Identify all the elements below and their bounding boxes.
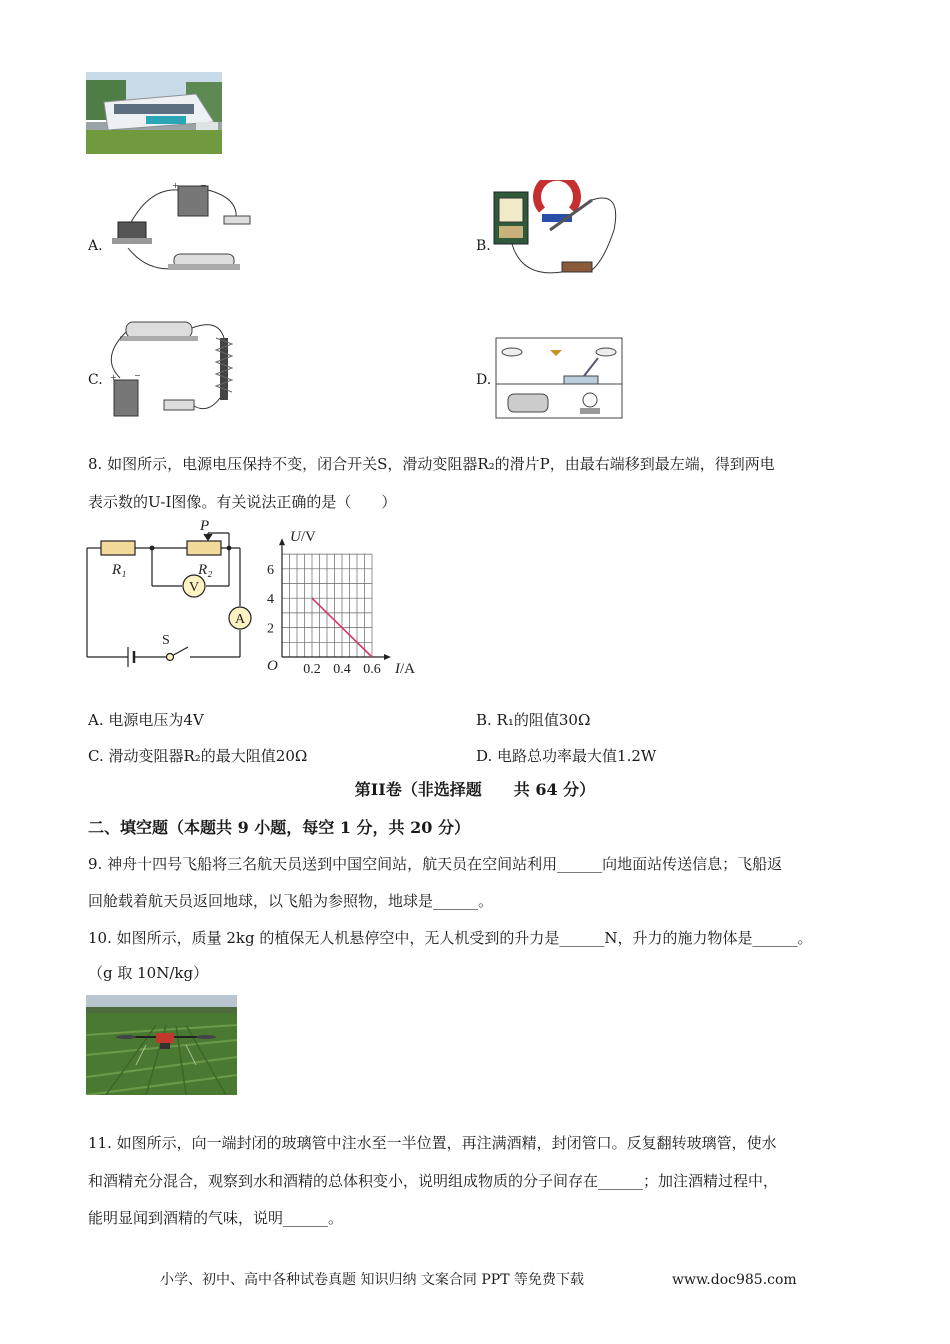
q8-stem-line1: 8. 如图所示，电源电压保持不变，闭合开关S，滑动变阻器R₂的滑片P，由最右端移到最左端，得到两电 xyxy=(88,455,775,473)
q7-option-d-label: D. xyxy=(476,372,492,388)
q8-option-d: D. 电路总功率最大值1.2W xyxy=(476,747,657,765)
q7-option-c-figure xyxy=(108,318,248,418)
q8-stem-line2: 表示数的U-I图像。有关说法正确的是（ ） xyxy=(88,493,397,511)
q7-option-a-label: A. xyxy=(88,238,103,254)
x-tick-label: 0.2 xyxy=(303,662,321,677)
q10-line1: 10. 如图所示，质量 2kg 的植保无人机悬停空中，无人机受到的升力是______N，升力的施力物体是______。 xyxy=(88,929,813,947)
q11-line3: 能明显闻到酒精的气味，说明______。 xyxy=(88,1209,344,1227)
svg-text:+: + xyxy=(110,373,117,382)
x-tick-label: 0.6 xyxy=(363,662,381,677)
origin-label: O xyxy=(267,658,278,674)
q8-option-a: A. 电源电压为4V xyxy=(88,711,204,729)
q7-option-d-figure xyxy=(494,336,626,422)
circuit-label-r2: R₂ xyxy=(198,562,213,578)
y-tick-label: 2 xyxy=(267,621,274,637)
q8-option-c: C. 滑动变阻器R₂的最大阻值20Ω xyxy=(88,747,308,765)
q9-line2: 回舱载着航天员返回地球，以飞船为参照物，地球是______。 xyxy=(88,892,494,910)
q8-option-b: B. R₁的阻值30Ω xyxy=(476,711,591,729)
q8-ui-graph xyxy=(262,520,422,680)
x-tick-label: 0.4 xyxy=(333,662,351,677)
q11-line1: 11. 如图所示，向一端封闭的玻璃管中注水至一半位置，再注满酒精，封闭管口。反复翻转玻璃管，使水 xyxy=(88,1134,777,1152)
q9-line1: 9. 神舟十四号飞船将三名航天员送到中国空间站，航天员在空间站利用______向地面站传送信息；飞船返 xyxy=(88,855,783,873)
q11-line2: 和酒精充分混合，观察到水和酒精的总体积变小，说明组成物质的分子间存在______；加注酒精过程中， xyxy=(88,1172,779,1190)
x-axis-label: I/A xyxy=(395,661,415,677)
footer-text: 小学、初中、高中各种试卷真题 知识归纳 文案合同 PPT 等免费下载 xyxy=(160,1272,584,1288)
switch-label: S xyxy=(162,633,170,648)
footer-url: www.doc985.com xyxy=(672,1272,797,1288)
svg-text:−: − xyxy=(200,181,207,190)
y-axis-label: U/V xyxy=(290,529,316,545)
ammeter-label: A xyxy=(234,612,246,627)
svg-text:+: + xyxy=(172,181,179,190)
q7-option-b-label: B. xyxy=(476,238,491,254)
y-tick-label: 4 xyxy=(267,592,274,608)
voltmeter-label: V xyxy=(188,580,200,595)
q7-option-a-figure xyxy=(108,178,258,276)
drone-photo xyxy=(86,995,237,1095)
q7-option-b-figure xyxy=(492,180,632,280)
q7-option-c-label: C. xyxy=(88,372,103,388)
tram-photo xyxy=(86,72,222,154)
y-tick-label: 6 xyxy=(267,562,274,578)
circuit-label-r1: R₁ xyxy=(112,562,127,578)
section-subheading: 二、填空题（本题共 9 小题，每空 1 分，共 20 分） xyxy=(88,818,470,837)
circuit-label-p: P xyxy=(200,518,210,534)
q10-line2: （g 取 10N/kg） xyxy=(88,964,209,982)
svg-text:−: − xyxy=(134,371,141,380)
section-heading: 第II卷（非选择题 共 64 分） xyxy=(354,780,596,799)
q8-circuit-diagram xyxy=(84,518,264,668)
